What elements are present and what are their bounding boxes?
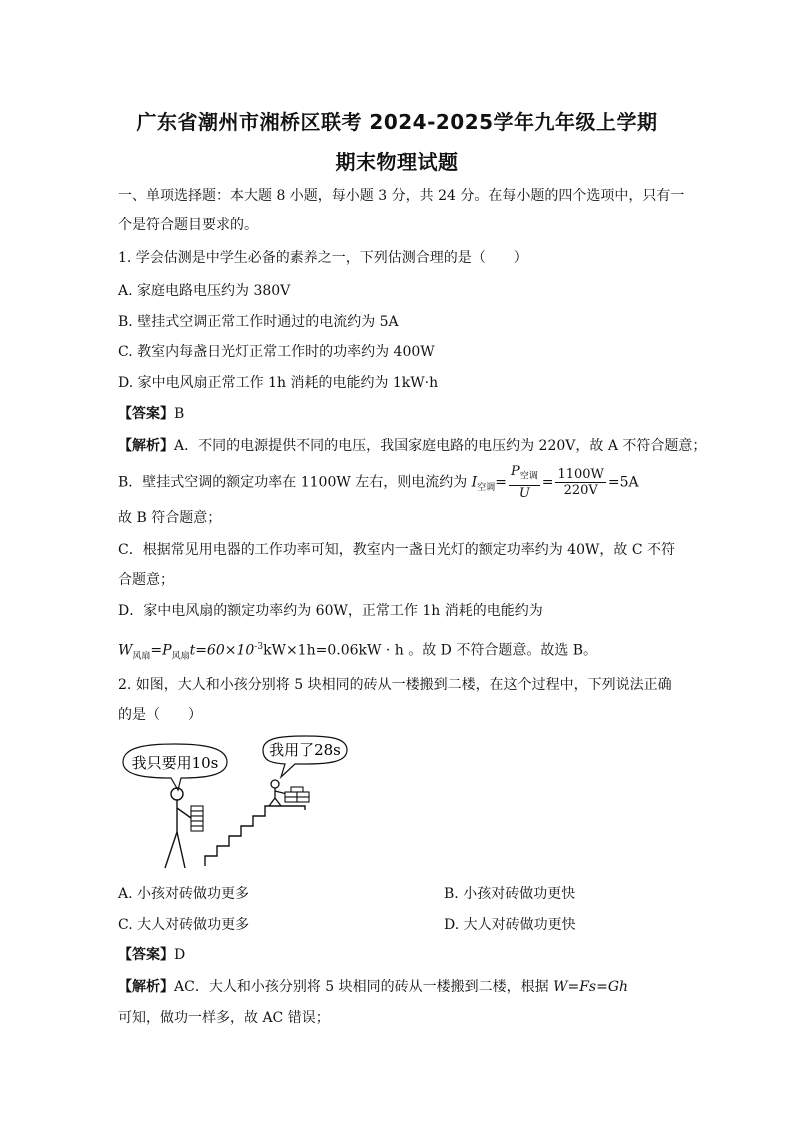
staircase — [205, 806, 305, 866]
analysis-a-text: A．不同的电源提供不同的电压，我国家庭电路的电压约为 220V，故 A 不符合题意； — [174, 438, 707, 454]
formula-denominator: 220V — [563, 482, 598, 498]
formula-time-part: t=60×10 — [189, 642, 255, 659]
formula-fraction-pu — [509, 464, 540, 501]
formula-energy-subscript: 风扇 — [132, 651, 151, 662]
title-line-1: 广东省潮州市湘桥区联考 2024-2025学年九年级上学期 — [136, 110, 658, 134]
child-bricks — [285, 787, 309, 802]
question-1-option-a: A. 家庭电路电压约为 380V — [118, 283, 291, 299]
formula-current-symbol: I — [471, 474, 478, 491]
answer-value: B — [174, 406, 185, 422]
formula-work: W=Fs=Gh — [553, 979, 629, 995]
formula-current-subscript: 空调 — [477, 483, 496, 494]
formula-fraction-values — [555, 467, 605, 498]
answer-value: D — [174, 947, 186, 963]
question-2-stem: 2. 如图，大人和小孩分别将 5 块相同的砖从一楼搬到二楼，在这个过程中，下列说法正确 — [118, 677, 672, 693]
formula-numerator: 1100W — [557, 466, 604, 482]
section-heading-cont: 个是符合题目要求的。 — [118, 217, 258, 233]
answer-label: 【答案】 — [118, 406, 174, 422]
question-1-analysis-b: B．壁挂式空调的额定功率在 1100W 左右，则电流约为 $I_{空调}=$ $\frac{P_{空调}}{U}$ = $\frac{1100W}{220V}$ =5A — [118, 464, 639, 501]
question-1-answer — [118, 405, 184, 423]
question-2-option-d: D. 大人对砖做功更快 — [444, 917, 576, 933]
question-1-stem: 1. 学会估测是中学生必备的素养之一，下列估测合理的是（ ） — [118, 250, 528, 266]
answer-label: 【答案】 — [118, 947, 174, 963]
question-1-analysis-c: C．根据常见用电器的工作功率可知，教室内一盏日光灯的额定功率约为 40W，故 C 不符 — [118, 542, 675, 558]
section-heading: 一、单项选择题：本大题 8 小题，每小题 3 分，共 24 分。在每小题的四个选项中，只有一 — [118, 188, 685, 204]
question-1-analysis-c-cont: 合题意； — [118, 572, 174, 588]
question-2-stem-cont: 的是（ ） — [118, 707, 202, 723]
question-2-analysis-ac-cont: 可知，做功一样多，故 AC 错误； — [118, 1010, 330, 1026]
question-2-option-a: A. 小孩对砖做功更多 — [118, 886, 250, 902]
child-speech-bubble — [263, 736, 347, 777]
analysis-label: 【解析】 — [118, 979, 174, 995]
title-line-2: 期末物理试题 — [335, 150, 459, 174]
question-1-option-d: D. 家中电风扇正常工作 1h 消耗的电能约为 1kW·h — [118, 375, 439, 391]
analysis-b-text: B．壁挂式空调的额定功率在 1100W 左右，则电流约为 — [118, 474, 472, 491]
question-1-option-b: B. 壁挂式空调正常工作时通过的电流约为 5A — [118, 314, 399, 330]
question-1-analysis-d: D．家中电风扇的额定功率约为 60W，正常工作 1h 消耗的电能约为 — [118, 603, 543, 619]
formula-power-symbol: P — [510, 464, 520, 479]
child-speech-text: 我用了28s — [269, 741, 341, 759]
adult-bricks — [191, 806, 203, 831]
question-1-option-c: C. 教室内每盏日光灯正常工作时的功率约为 400W — [118, 344, 435, 360]
child-figure — [269, 780, 287, 806]
formula-rest: kW×1h=0.06kW · h 。故 D 不符合题意。故选 B。 — [263, 642, 598, 659]
formula-power-subscript: 空调 — [519, 471, 538, 482]
formula-power-subscript: 风扇 — [171, 651, 190, 662]
question-2-option-c: C. 大人对砖做功更多 — [118, 917, 250, 933]
formula-power-symbol: =P — [150, 642, 172, 659]
question-1-analysis-a — [118, 437, 706, 455]
question-1-analysis-d-formula — [118, 638, 597, 665]
adult-speech-bubble — [123, 744, 227, 790]
formula-voltage-symbol: U — [518, 485, 530, 501]
formula-result: =5A — [607, 474, 639, 491]
adult-speech-text: 我只要用10s — [131, 754, 219, 772]
question-2-analysis-ac — [118, 978, 628, 996]
analysis-label: 【解析】 — [118, 438, 174, 454]
formula-energy-symbol: W — [118, 642, 133, 659]
stairs-figure — [115, 732, 365, 874]
question-2-answer — [118, 946, 185, 964]
question-2-option-b: B. 小孩对砖做功更快 — [444, 886, 576, 902]
question-1-analysis-b-conclusion: 故 B 符合题意； — [118, 510, 222, 526]
adult-figure — [165, 788, 193, 868]
formula-exponent: -3 — [254, 642, 264, 652]
analysis-ac-text: AC．大人和小孩分别将 5 块相同的砖从一楼搬到二楼，根据 — [174, 979, 554, 995]
